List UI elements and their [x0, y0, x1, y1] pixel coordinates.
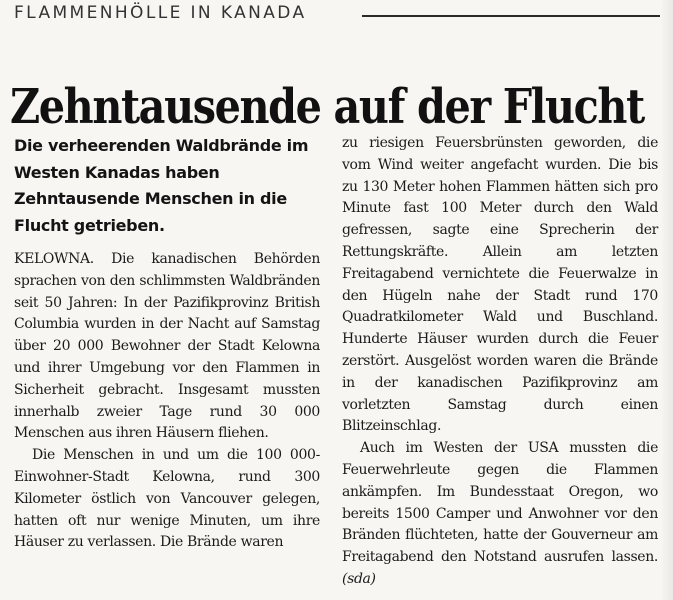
headline: Zehntausende auf der Flucht	[10, 78, 644, 135]
kicker-label: FLAMMENHÖLLE IN KANADA	[14, 3, 307, 23]
lead-paragraph: Die verheerenden Waldbrände im Westen Kanadas haben Zehntausende Menschen in die Flucht getrieben.	[14, 136, 309, 235]
body-paragraph-2: Die Menschen in und um die 100 000-Einwohner-Stadt Kelowna, rund 300 Kilometer östlich von Vancouver gelegen, hatten oft nur wenige Minuten, um ihre Häuser zu verlassen. Die Brände waren	[14, 447, 320, 551]
body-paragraph-3: zu riesigen Feuersbrünsten geworden, die vom Wind weiter angefacht wurden. Die bis zu 130 Meter hohen Flammen hätten sich pro Minute fast 100 Meter durch den Wald gefressen, sagte eine Sprecherin der Rettungskräfte. Allein am letzten Freitagabend vernichtete die Feuerwalze in den Hügeln nahe der Stadt rund 170 Quadratkilometer Wald und Buschland. Hunderte Häuser wurden durch die Feuer zerstört. Ausgelöst worden waren die Brände in der kanadischen Pazifikprovinz am vorletzten Samstag durch einen Blitzeinschlag.	[342, 135, 658, 435]
kicker-rule	[362, 15, 660, 17]
body-paragraph-4	[342, 438, 658, 591]
page-edge-shadow	[661, 0, 673, 600]
agency-signoff: (sda)	[342, 570, 376, 587]
right-column	[342, 133, 658, 591]
body-paragraph-4-text: Auch im Westen der USA mussten die Feuerwehrleute gegen die Flammen ankämpfen. Im Bundesstaat Oregon, wo bereits 1500 Camper und Anwohner vor den Bränden flüchteten, hatte der Gouverneur am Freitagabend den Notstand ausrufen lassen.	[342, 440, 658, 566]
left-column	[14, 133, 320, 554]
body-paragraph-1: KELOWNA. Die kanadischen Behörden sprachen von den schlimmsten Waldbränden seit 50 Jahren: In der Pazifikprovinz British Columbia wurden in der Nacht auf Samstag über 20 000 Bewohner der Stadt Kelowna und ihrer Umgebung vor den Flammen in Sicherheit gebracht. Insgesamt mussten innerhalb zweier Tage rund 30 000 Menschen aus ihren Häusern fliehen.	[14, 251, 320, 442]
